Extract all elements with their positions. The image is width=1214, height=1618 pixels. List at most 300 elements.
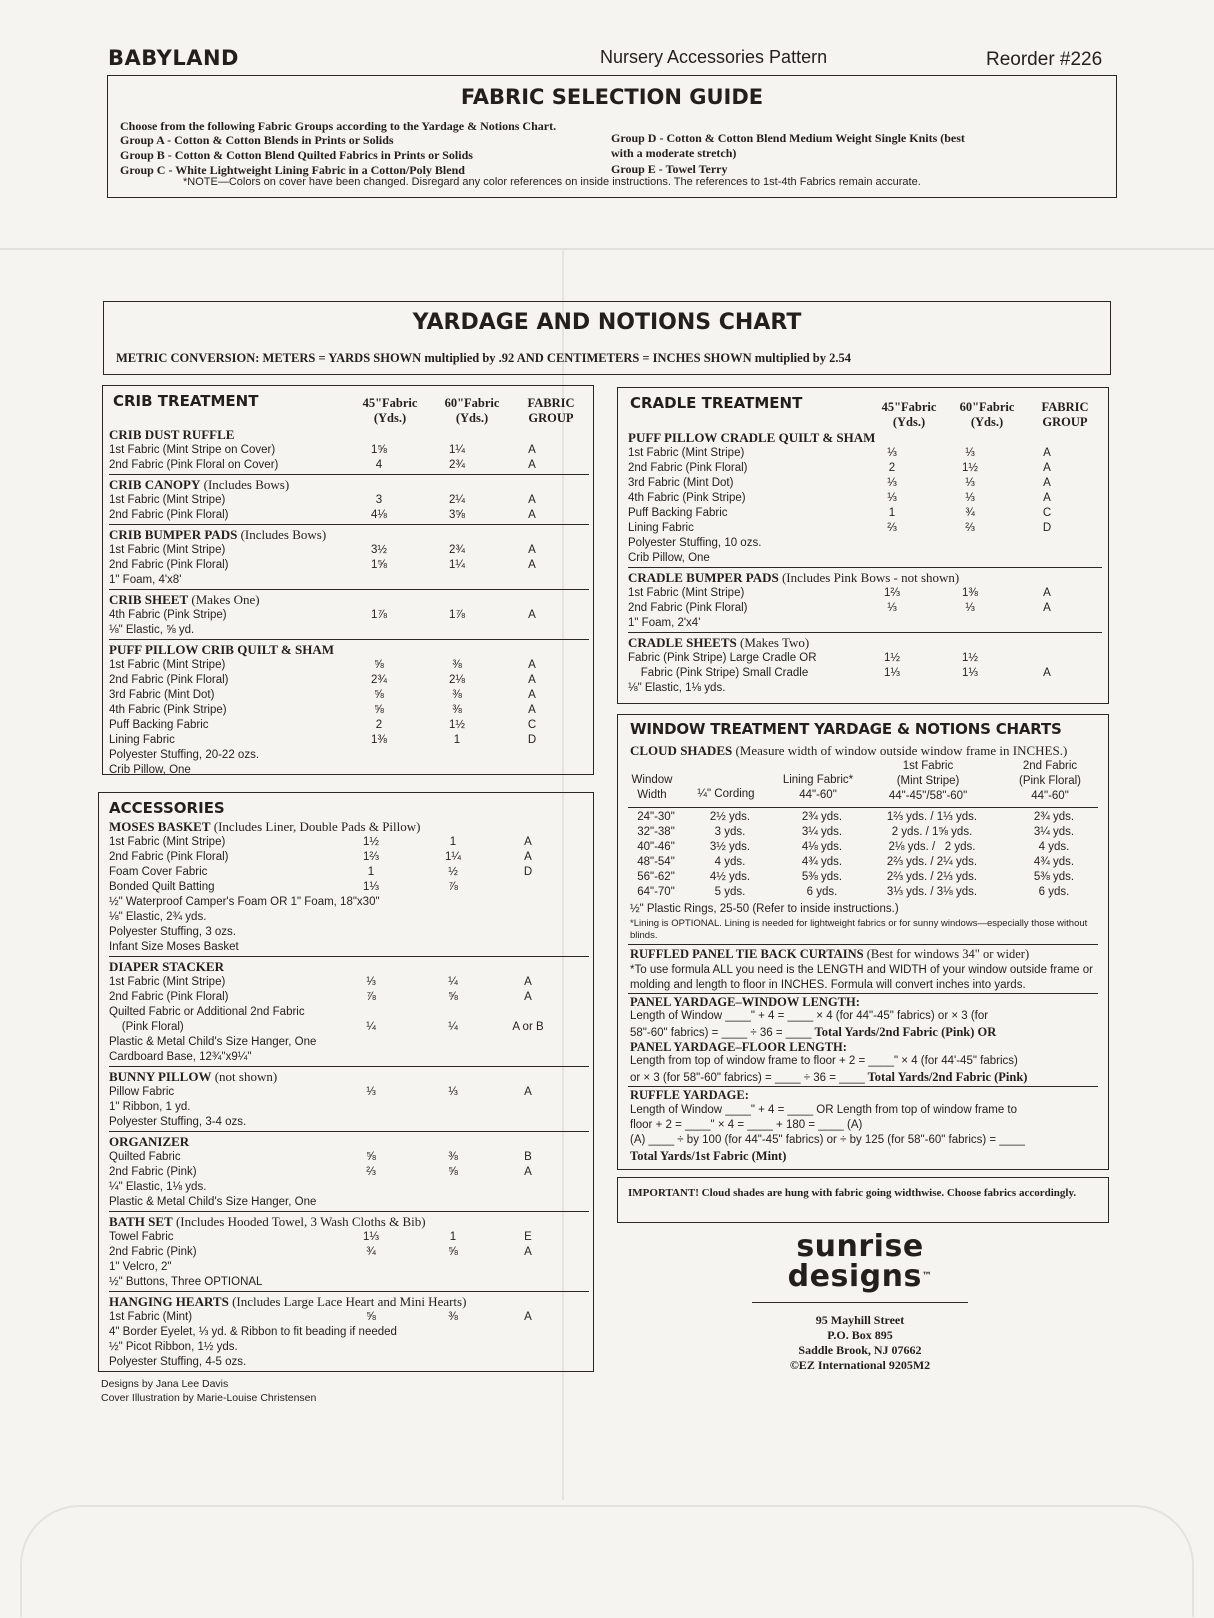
list-item xyxy=(109,688,589,703)
table-cell: 3 yds. xyxy=(714,826,746,838)
value-60: 1⅓ xyxy=(962,667,978,679)
group-d: Group D - Cotton & Cotton Blend Medium Weight Single Knits (best xyxy=(611,131,965,145)
crib-treatment-title: CRIB TREATMENT xyxy=(113,392,259,410)
list-item xyxy=(628,616,1102,631)
value-group: A xyxy=(528,704,536,716)
item-label: Polyester Stuffing, 3 ozs. xyxy=(109,926,236,938)
table-cell: 2½ yds. xyxy=(709,811,751,823)
divider xyxy=(628,993,1098,994)
item-label: Plastic & Metal Child's Size Hanger, One xyxy=(109,1196,317,1208)
group-d-cont: with a moderate stretch) xyxy=(611,146,737,160)
value-group: A xyxy=(1043,587,1051,599)
divider xyxy=(628,944,1098,945)
item-label: ½" Picot Ribbon, 1½ yds. xyxy=(109,1341,238,1353)
list-item xyxy=(628,651,1102,666)
list-item xyxy=(109,990,589,1005)
value-group: D xyxy=(523,866,533,878)
value-group: C xyxy=(1042,507,1052,519)
col-2nd-fabric: 2nd Fabric (Pink Floral) 44"-60" xyxy=(1019,760,1081,802)
list-item xyxy=(109,443,589,458)
group-e: Group E - Towel Terry xyxy=(611,162,728,176)
important-box xyxy=(617,1177,1109,1223)
item-label: 2nd Fabric (Pink Floral) xyxy=(109,674,229,686)
value-45: ⅞ xyxy=(366,991,376,1003)
panel-floor-length-heading: PANEL YARDAGE–FLOOR LENGTH: xyxy=(630,1040,847,1054)
value-60: ¼ xyxy=(448,1021,458,1033)
logo-rule xyxy=(752,1302,968,1303)
list-item xyxy=(109,1035,589,1050)
cradle-col-60: 60"Fabric (Yds.) xyxy=(959,400,1015,429)
value-45: ⅓ xyxy=(887,477,897,489)
item-label: Infant Size Moses Basket xyxy=(109,941,239,953)
value-60: ⅜ xyxy=(448,1311,458,1323)
section-s3 xyxy=(109,1069,589,1132)
group-a: Group A - Cotton & Cotton Blends in Prints or Solids xyxy=(120,133,394,147)
item-label: Lining Fabric xyxy=(109,734,175,746)
item-label: Polyester Stuffing, 10 ozs. xyxy=(628,537,762,549)
value-45: 1⅞ xyxy=(371,609,387,621)
panel-window-length-result: 58"-60" fabrics) = ____ ÷ 36 = ____ Total Yards/2nd Fabric (Pink) OR xyxy=(630,1025,997,1039)
section-title: CRIB SHEET (Makes One) xyxy=(109,592,260,607)
list-item xyxy=(628,536,1102,551)
item-label: 2nd Fabric (Pink) xyxy=(109,1246,197,1258)
value-group: A xyxy=(1043,602,1051,614)
section-s2 xyxy=(109,959,589,1067)
section-title: BATH SET (Includes Hooded Towel, 3 Wash Cloths & Bib) xyxy=(109,1214,426,1229)
list-item xyxy=(109,508,589,523)
value-45: 1½ xyxy=(884,652,900,664)
cloud-shades-heading: CLOUD SHADES (Measure width of window outside window frame in INCHES.) xyxy=(630,743,1068,758)
list-item xyxy=(109,1165,589,1180)
item-label: Puff Backing Fabric xyxy=(628,507,728,519)
value-group: A xyxy=(524,1086,532,1098)
list-item xyxy=(109,458,589,473)
item-label: Lining Fabric xyxy=(628,522,694,534)
value-group: A xyxy=(528,444,536,456)
value-45: ¾ xyxy=(366,1246,376,1258)
item-label: 2nd Fabric (Pink Floral) xyxy=(109,851,229,863)
crib-sections xyxy=(109,427,589,781)
list-item xyxy=(109,1050,589,1065)
value-group: A xyxy=(528,494,536,506)
value-60: 1¼ xyxy=(449,559,465,571)
item-label: 1st Fabric (Mint Stripe) xyxy=(109,659,226,671)
value-group: A xyxy=(528,659,536,671)
table-cell: 1⅔ yds. / 1⅓ yds. xyxy=(886,811,978,823)
item-label: Puff Backing Fabric xyxy=(109,719,209,731)
value-45: ⅓ xyxy=(366,976,376,988)
list-item xyxy=(109,718,589,733)
reorder-number: Reorder #226 xyxy=(986,49,1103,70)
item-label: Pillow Fabric xyxy=(109,1086,175,1098)
item-label: 1st Fabric (Mint Stripe) xyxy=(109,494,226,506)
value-60: 2⅛ xyxy=(449,674,465,686)
cloud-shades-table xyxy=(622,811,1102,901)
value-60: 1½ xyxy=(962,652,978,664)
value-group: A xyxy=(528,459,536,471)
list-item xyxy=(109,850,589,865)
section-title: MOSES BASKET (Includes Liner, Double Pads & Pillow) xyxy=(109,819,421,834)
value-45: 1 xyxy=(367,866,375,878)
table-cell: 5⅜ yds. xyxy=(801,871,843,883)
group-b: Group B - Cotton & Cotton Blend Quilted Fabrics in Prints or Solids xyxy=(120,148,473,162)
value-60: ⅓ xyxy=(965,447,975,459)
window-treatment-box xyxy=(617,714,1109,1170)
list-item xyxy=(109,733,589,748)
item-label: Polyester Stuffing, 3-4 ozs. xyxy=(109,1116,247,1128)
item-label: 2nd Fabric (Pink Floral) xyxy=(628,602,748,614)
list-item xyxy=(628,506,1102,521)
section-s1 xyxy=(109,427,589,475)
crib-col-60: 60"Fabric (Yds.) xyxy=(444,396,500,425)
list-item xyxy=(109,1005,589,1020)
panel-window-length-heading: PANEL YARDAGE–WINDOW LENGTH: xyxy=(630,995,860,1009)
value-group: A xyxy=(528,559,536,571)
item-label: Towel Fabric xyxy=(109,1231,174,1243)
divider xyxy=(628,1086,1098,1087)
value-45: ⅝ xyxy=(366,1311,376,1323)
plastic-rings: ½" Plastic Rings, 25-50 (Refer to inside instructions.) xyxy=(630,903,899,915)
list-item xyxy=(109,1195,589,1210)
item-label: ¼" Elastic, 1⅛ yds. xyxy=(109,1181,207,1193)
cradle-sections xyxy=(628,430,1102,699)
value-60: ⅓ xyxy=(965,492,975,504)
list-item xyxy=(109,1310,589,1325)
table-cell: 5 yds. xyxy=(714,886,746,898)
item-label: ⅛" Elastic, 1⅛ yds. xyxy=(628,682,726,694)
color-note: *NOTE—Colors on cover have been changed. Disregard any color references on inside instructions. The references to 1st-4th Fabrics remain accurate. xyxy=(183,176,921,188)
section-s1 xyxy=(628,430,1102,568)
item-label: Foam Cover Fabric xyxy=(109,866,208,878)
item-label: 1st Fabric (Mint Stripe) xyxy=(109,836,226,848)
value-60: ⅓ xyxy=(448,1086,458,1098)
value-45: ⅝ xyxy=(374,689,384,701)
list-item xyxy=(109,1355,589,1370)
item-label: 1st Fabric (Mint Stripe) xyxy=(628,447,745,459)
accessories-title: ACCESSORIES xyxy=(109,799,225,817)
section-title: CRIB DUST RUFFLE xyxy=(109,427,235,442)
value-45: 1⅓ xyxy=(884,667,900,679)
section-s5 xyxy=(109,1214,589,1292)
table-cell: 6 yds. xyxy=(806,886,838,898)
value-45: ¼ xyxy=(366,1021,376,1033)
value-45: ⅓ xyxy=(887,602,897,614)
value-45: ⅝ xyxy=(366,1151,376,1163)
value-group: A xyxy=(524,851,532,863)
list-item xyxy=(109,1230,589,1245)
col-lining: Lining Fabric* 44"-60" xyxy=(782,774,854,801)
value-45: 1 xyxy=(888,507,896,519)
section-s4 xyxy=(109,1134,589,1212)
value-45: 1⅜ xyxy=(371,734,387,746)
table-cell: 4 yds. xyxy=(1038,841,1070,853)
table-cell: 4⅛ yds. xyxy=(801,841,843,853)
list-item xyxy=(109,1085,589,1100)
list-item xyxy=(109,835,589,850)
item-label: Fabric (Pink Stripe) Small Cradle xyxy=(628,667,809,679)
panel-floor-length-formula: Length from top of window frame to floor + 2 = ____" × 4 (for 44'-45" fabrics) xyxy=(630,1055,1018,1067)
section-title: PUFF PILLOW CRIB QUILT & SHAM xyxy=(109,642,335,657)
value-60: ¼ xyxy=(448,976,458,988)
value-45: 1½ xyxy=(363,836,379,848)
value-45: ⅓ xyxy=(366,1086,376,1098)
brand-name: BABYLAND xyxy=(108,46,239,70)
value-45: 2¾ xyxy=(371,674,387,686)
table-cell: 2⅛ yds. / 2 yds. xyxy=(888,841,976,853)
item-label: 4th Fabric (Pink Stripe) xyxy=(109,704,227,716)
page-subtitle: Nursery Accessories Pattern xyxy=(600,47,828,67)
item-label: Polyester Stuffing, 4-5 ozs. xyxy=(109,1356,247,1368)
list-item xyxy=(109,1020,589,1035)
list-item xyxy=(628,601,1102,616)
list-item xyxy=(109,865,589,880)
section-s6 xyxy=(109,1294,589,1371)
section-s5 xyxy=(109,642,589,779)
cloud-header-rule xyxy=(628,807,1098,808)
section-s2 xyxy=(628,570,1102,633)
value-group: E xyxy=(524,1231,532,1243)
item-label: 2nd Fabric (Pink) xyxy=(109,1166,197,1178)
item-label: Fabric (Pink Stripe) Large Cradle OR xyxy=(628,652,817,664)
value-60: ⅞ xyxy=(448,881,458,893)
list-item xyxy=(109,940,589,955)
col-1st-fabric: 1st Fabric (Mint Stripe) 44"-45"/58"-60" xyxy=(888,760,968,802)
value-60: 2¼ xyxy=(449,494,465,506)
value-45: 1⅓ xyxy=(363,881,379,893)
ruffle-yardage-line1: Length of Window ____" + 4 = ____ OR Length from top of window frame to xyxy=(630,1104,1018,1116)
table-row xyxy=(622,811,1102,826)
item-label: Crib Pillow, One xyxy=(109,764,191,776)
item-label: Bonded Quilt Batting xyxy=(109,881,215,893)
value-45: 1⅝ xyxy=(371,559,387,571)
value-group: A xyxy=(1043,462,1051,474)
table-cell: 4½ yds. xyxy=(709,871,751,883)
value-group: A xyxy=(1043,477,1051,489)
item-label: Quilted Fabric or Additional 2nd Fabric xyxy=(109,1006,305,1018)
cradle-treatment-title: CRADLE TREATMENT xyxy=(630,394,803,412)
list-item xyxy=(628,521,1102,536)
item-label: 1st Fabric (Mint Stripe on Cover) xyxy=(109,444,276,456)
value-group: A xyxy=(524,1311,532,1323)
item-label: 1st Fabric (Mint Stripe) xyxy=(109,976,226,988)
list-item xyxy=(628,551,1102,566)
table-cell: 3¼ yds. xyxy=(801,826,843,838)
fabric-guide-intro: Choose from the following Fabric Groups according to the Yardage & Notions Chart. xyxy=(120,119,557,133)
list-item xyxy=(109,1325,589,1340)
fabric-guide-box xyxy=(107,75,1117,198)
section-title: DIAPER STACKER xyxy=(109,959,224,974)
list-item xyxy=(109,1115,589,1130)
value-group: A xyxy=(528,609,536,621)
crib-col-group: FABRIC GROUP xyxy=(527,396,575,425)
value-group: A xyxy=(528,674,536,686)
table-cell: 24"-30" xyxy=(637,811,675,823)
ruffled-panel-body: *To use formula ALL you need is the LENGTH and WIDTH of your window outside frame or molding and length to floor in INCHES. Formula will convert inches into yards. xyxy=(630,964,1093,991)
envelope-flap xyxy=(20,1505,1194,1617)
list-item xyxy=(109,1150,589,1165)
item-label: Crib Pillow, One xyxy=(628,552,710,564)
value-60: 1 xyxy=(449,836,457,848)
item-label: ⅛" Elastic, ⅝ yd. xyxy=(109,624,195,636)
list-item xyxy=(628,586,1102,601)
section-s3 xyxy=(628,635,1102,697)
value-45: 3 xyxy=(375,494,383,506)
value-group: A xyxy=(528,509,536,521)
list-item xyxy=(109,910,589,925)
section-title: HANGING HEARTS (Includes Large Lace Heart and Mini Hearts) xyxy=(109,1294,467,1309)
fold-line xyxy=(0,248,1214,250)
value-60: 1½ xyxy=(449,719,465,731)
value-60: 2¾ xyxy=(449,544,465,556)
value-group: B xyxy=(524,1151,532,1163)
value-group: A xyxy=(524,1246,532,1258)
list-item xyxy=(628,681,1102,696)
item-label: 1" Foam, 2'x4' xyxy=(628,617,701,629)
list-item xyxy=(109,543,589,558)
table-row xyxy=(622,871,1102,886)
ruffle-yardage-heading: RUFFLE YARDAGE: xyxy=(630,1088,749,1102)
value-60: 1½ xyxy=(962,462,978,474)
table-cell: 2¾ yds. xyxy=(801,811,843,823)
value-60: ⅓ xyxy=(965,602,975,614)
table-row xyxy=(622,826,1102,841)
ruffle-yardage-total: Total Yards/1st Fabric (Mint) xyxy=(630,1149,787,1163)
value-group: A xyxy=(528,544,536,556)
table-cell: 32"-38" xyxy=(637,826,675,838)
list-item xyxy=(109,558,589,573)
value-group: A xyxy=(524,836,532,848)
value-45: ⅝ xyxy=(374,659,384,671)
section-title: CRIB CANOPY (Includes Bows) xyxy=(109,477,290,492)
item-label: 1st Fabric (Mint Stripe) xyxy=(628,587,745,599)
ruffle-yardage-line3: (A) ____ ÷ by 100 (for 44"-45" fabrics) or ÷ by 125 (for 58"-60" fabrics) = ____ xyxy=(630,1134,1025,1146)
value-60: 1 xyxy=(453,734,461,746)
item-label: Polyester Stuffing, 20-22 ozs. xyxy=(109,749,260,761)
value-group: C xyxy=(527,719,537,731)
window-treatment-title: WINDOW TREATMENT YARDAGE & NOTIONS CHARTS xyxy=(630,720,1062,738)
list-item xyxy=(109,573,589,588)
col-cording: ¼" Cording xyxy=(697,788,755,800)
value-60: ¾ xyxy=(965,507,975,519)
section-s3 xyxy=(109,527,589,590)
value-45: 4⅛ xyxy=(371,509,387,521)
value-60: ⅜ xyxy=(452,689,462,701)
item-label: 3rd Fabric (Mint Dot) xyxy=(628,477,734,489)
value-45: ⅓ xyxy=(887,447,897,459)
value-45: 2 xyxy=(888,462,896,474)
panel-floor-length-result: or × 3 (for 58"-60" fabrics) = ____ ÷ 36 = ____ Total Yards/2nd Fabric (Pink) xyxy=(630,1070,1028,1084)
value-60: ⅜ xyxy=(452,704,462,716)
company-address: 95 Mayhill Street P.O. Box 895 Saddle Brook, NJ 07662 ©EZ International 9205M2 xyxy=(789,1313,931,1372)
value-group: D xyxy=(1042,522,1052,534)
item-label: 1" Foam, 4'x8' xyxy=(109,574,182,586)
crib-treatment-box xyxy=(102,385,594,775)
value-group: A or B xyxy=(512,1021,544,1033)
list-item xyxy=(628,461,1102,476)
list-item xyxy=(109,1340,589,1355)
table-cell: 2¾ yds. xyxy=(1033,811,1075,823)
table-cell: 6 yds. xyxy=(1038,886,1070,898)
table-cell: 3¼ yds. xyxy=(1033,826,1075,838)
list-item xyxy=(109,1245,589,1260)
fabric-guide-title: FABRIC SELECTION GUIDE xyxy=(460,85,764,109)
section-s4 xyxy=(109,592,589,640)
list-item xyxy=(109,880,589,895)
section-title: ORGANIZER xyxy=(109,1134,190,1149)
list-item xyxy=(109,925,589,940)
item-label: Plastic & Metal Child's Size Hanger, One xyxy=(109,1036,317,1048)
value-45: 1⅔ xyxy=(884,587,900,599)
value-60: ⅜ xyxy=(448,1151,458,1163)
item-label: Cardboard Base, 12¾"x9¼" xyxy=(109,1051,252,1063)
value-60: 1¼ xyxy=(449,444,465,456)
value-45: 2 xyxy=(375,719,383,731)
item-label: 1st Fabric (Mint Stripe) xyxy=(109,544,226,556)
list-item xyxy=(109,703,589,718)
sunrise-designs-logo: sunrise designs™ xyxy=(787,1229,933,1294)
item-label: 2nd Fabric (Pink Floral on Cover) xyxy=(109,459,279,471)
item-label: 2nd Fabric (Pink Floral) xyxy=(628,462,748,474)
value-45: 1⅔ xyxy=(363,851,379,863)
value-group: A xyxy=(524,991,532,1003)
section-title: CRADLE BUMPER PADS (Includes Pink Bows - not shown) xyxy=(628,570,960,585)
list-item xyxy=(628,666,1102,681)
value-60: ⅝ xyxy=(448,1246,458,1258)
section-s1 xyxy=(109,819,589,957)
group-c: Group C - White Lightweight Lining Fabric in a Cotton/Poly Blend xyxy=(120,163,465,177)
value-group: A xyxy=(524,976,532,988)
list-item xyxy=(109,493,589,508)
section-title: BUNNY PILLOW (not shown) xyxy=(109,1069,278,1084)
table-cell: 40"-46" xyxy=(637,841,675,853)
table-cell: 2⅔ yds. / 2¼ yds. xyxy=(886,856,978,868)
list-item xyxy=(109,975,589,990)
value-45: 1⅝ xyxy=(371,444,387,456)
value-60: 2¾ xyxy=(449,459,465,471)
table-cell: 5⅜ yds. xyxy=(1033,871,1075,883)
item-label: 1" Ribbon, 1 yd. xyxy=(109,1101,191,1113)
table-row xyxy=(622,856,1102,871)
item-label: (Pink Floral) xyxy=(109,1021,184,1033)
value-60: 1⅜ xyxy=(962,587,978,599)
value-group: A xyxy=(524,1166,532,1178)
item-label: Quilted Fabric xyxy=(109,1151,181,1163)
list-item xyxy=(109,623,589,638)
table-cell: 64"-70" xyxy=(637,886,675,898)
table-row xyxy=(622,886,1102,901)
table-cell: 3½ yds. xyxy=(709,841,751,853)
ruffled-panel-heading: RUFFLED PANEL TIE BACK CURTAINS (Best for windows 34" or wider) xyxy=(630,947,1030,961)
value-45: ⅔ xyxy=(366,1166,376,1178)
section-title: CRADLE SHEETS (Makes Two) xyxy=(628,635,810,650)
value-60: 3⅝ xyxy=(449,509,465,521)
table-row xyxy=(622,841,1102,856)
item-label: 3rd Fabric (Mint Dot) xyxy=(109,689,215,701)
item-label: 4th Fabric (Pink Stripe) xyxy=(109,609,227,621)
metric-conversion: METRIC CONVERSION: METERS = YARDS SHOWN multiplied by .92 AND CENTIMETERS = INCHES SHOWN multiplied by 2.54 xyxy=(116,351,851,365)
table-cell: 2⅔ yds. / 2⅓ yds. xyxy=(886,871,978,883)
table-cell: 4¾ yds. xyxy=(801,856,843,868)
list-item xyxy=(109,763,589,778)
item-label: 1" Velcro, 2" xyxy=(109,1261,172,1273)
ruffle-yardage-line2: floor + 2 = ____" × 4 = ____ + 180 = ____ (A) xyxy=(630,1119,863,1131)
table-cell: 4 yds. xyxy=(714,856,746,868)
list-item xyxy=(109,1275,589,1290)
yardage-header-box xyxy=(103,301,1111,375)
list-item xyxy=(109,895,589,910)
item-label: ½" Buttons, Three OPTIONAL xyxy=(109,1276,263,1288)
value-60: ⅝ xyxy=(448,1166,458,1178)
